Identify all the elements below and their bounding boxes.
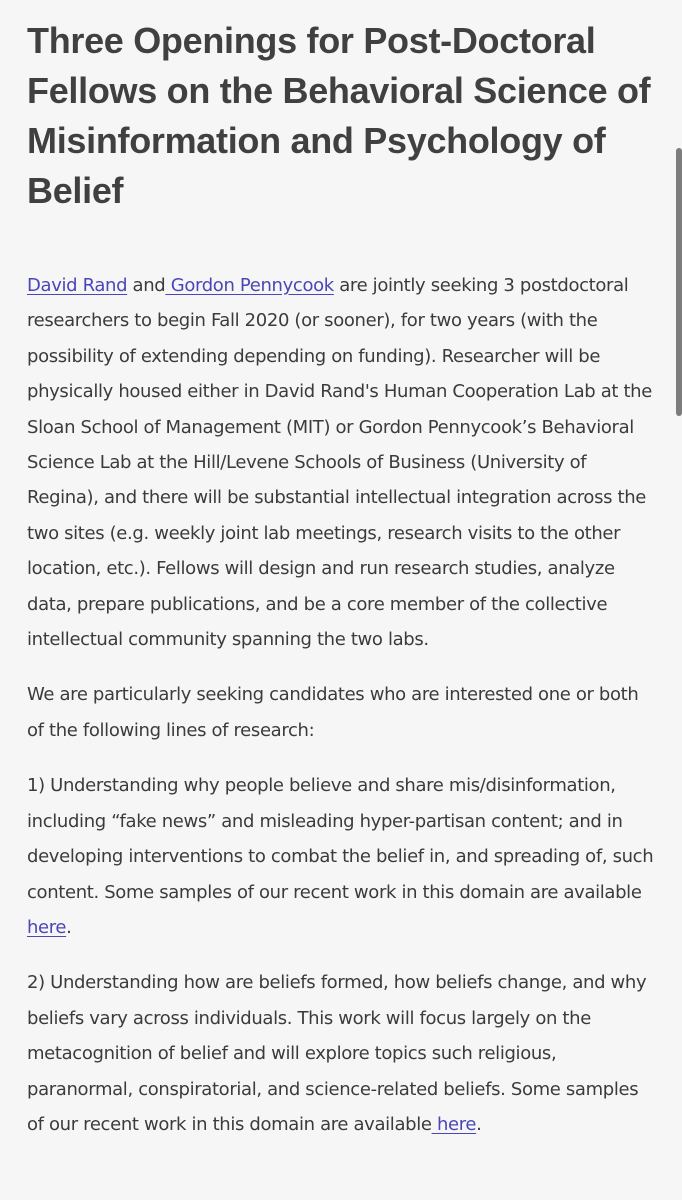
- scrollbar[interactable]: [676, 0, 682, 1200]
- intro-paragraph: [27, 268, 657, 657]
- article-body: [27, 268, 657, 1142]
- article-title: Three Openings for Post-Doctoral Fellows on the Behavioral Science of Misinformation and Psychology of Belief: [27, 20, 651, 211]
- intro-text: are jointly seeking 3 postdoctoral researchers to begin Fall 2020 (or sooner), for two years (with the possibility of extending depending on funding). Researcher will be physically housed either in David Rand's Human Cooperation Lab at the Sloan School of Management (MIT) or Gordon Pennycook’s Behavioral Science Lab at the Hill/Levene Schools of Business (University of Regina), and there will be substantial intellectual integration across the two sites (e.g. weekly joint lab meetings, research visits to the other location, etc.). Fellows will design and run research studies, analyze data, prepare publications, and be a core member of the collective intellectual community spanning the two labs.: [27, 275, 652, 651]
- research-line-1-text: 1) Understanding why people believe and share mis/disinformation, including “fake news” and misleading hyper-partisan content; and in developing interventions to combat the belief in, and spreading of, such content. Some samples of our recent work in this domain are available: [27, 775, 654, 903]
- scrollbar-thumb[interactable]: [676, 148, 682, 416]
- research-line-1-here-link[interactable]: here: [27, 916, 67, 938]
- research-line-1-paragraph: [27, 768, 657, 945]
- research-line-2-paragraph: [27, 965, 657, 1142]
- research-line-1-period: .: [66, 916, 72, 938]
- gordon-pennycook-link[interactable]: Gordon Pennycook: [165, 275, 334, 296]
- research-line-2-period: .: [476, 1113, 482, 1135]
- david-rand-link[interactable]: David Rand: [27, 275, 128, 296]
- research-line-2-text: 2) Understanding how are beliefs formed, how beliefs change, and why beliefs vary across individuals. This work will focus largely on the metacognition of belief and will explore topics such religious, paranormal, conspiratorial, and science-related beliefs. Some samples of our recent work in this domain are available: [27, 972, 647, 1135]
- lines-of-research-paragraph: We are particularly seeking candidates who are interested one or both of the following lines of research:: [27, 684, 639, 741]
- intro-text-and: and: [127, 275, 166, 296]
- research-line-2-here-link[interactable]: here: [431, 1113, 477, 1135]
